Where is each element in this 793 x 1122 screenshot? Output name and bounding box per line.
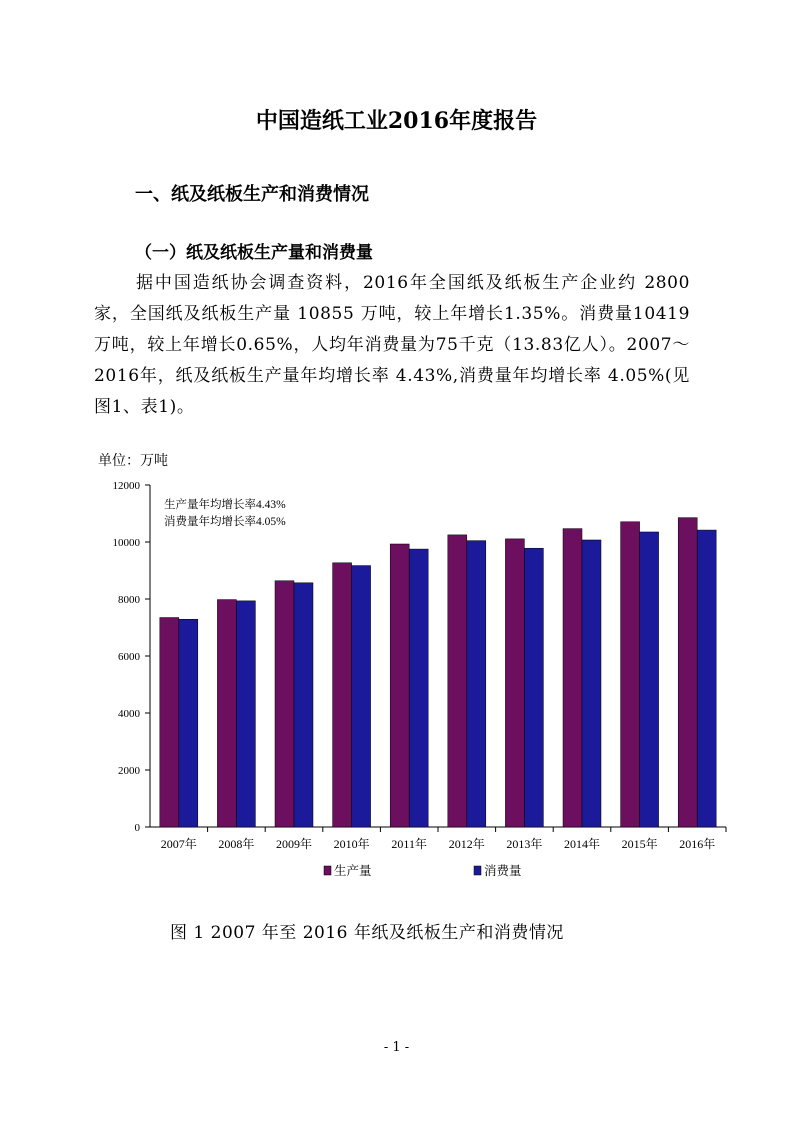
bar-consumption bbox=[640, 532, 659, 827]
production-consumption-chart bbox=[90, 445, 740, 890]
legend-swatch bbox=[474, 866, 481, 875]
body-paragraph: 据中国造纸协会调查资料，2016年全国纸及纸板生产企业约 2800 家，全国纸及纸板生产量 10855 万吨，较上年增长1.35%。消费量10419万吨，较上年增长0.65%，人均年消费量为75千克（13.83亿人）。2007～2016年，纸及纸板生产量年均增长率 4.43%,消费量年均增长率 4.05%(见图1、表1)。 bbox=[94, 273, 690, 417]
x-tick-label: 2016年 bbox=[679, 837, 716, 851]
bar-consumption bbox=[697, 530, 716, 827]
bar-production bbox=[160, 618, 179, 827]
x-tick-label: 2009年 bbox=[275, 837, 313, 851]
legend-label: 生产量 bbox=[334, 864, 372, 878]
y-tick-label: 2000 bbox=[118, 765, 140, 777]
bar-consumption bbox=[409, 549, 428, 827]
document-title: 中国造纸工业2016年度报告 bbox=[255, 108, 538, 134]
bar-consumption bbox=[236, 601, 255, 827]
y-tick-label: 8000 bbox=[118, 594, 140, 606]
legend-label: 消费量 bbox=[484, 864, 522, 878]
x-tick-label: 2011年 bbox=[391, 837, 427, 851]
bar-production bbox=[448, 535, 467, 827]
figure-caption: 图 1 2007 年至 2016 年纸及纸板生产和消费情况 bbox=[170, 923, 564, 943]
bar-production bbox=[390, 544, 409, 827]
bar-chart-svg bbox=[90, 445, 740, 890]
chart-annotation: 消费量年均增长率4.05% bbox=[164, 516, 286, 528]
x-tick-label: 2014年 bbox=[563, 837, 601, 851]
bar-production bbox=[621, 522, 640, 827]
bar-consumption bbox=[582, 540, 601, 827]
bar-production bbox=[275, 581, 294, 827]
x-tick-label: 2015年 bbox=[621, 837, 658, 851]
bar-consumption bbox=[467, 541, 486, 827]
bar-consumption bbox=[524, 548, 543, 827]
x-tick-label: 2008年 bbox=[218, 837, 255, 851]
x-tick-label: 2013年 bbox=[506, 837, 543, 851]
bar-production bbox=[217, 600, 236, 827]
y-tick-label: 6000 bbox=[118, 651, 140, 663]
unit-label: 单位：万吨 bbox=[98, 454, 168, 469]
section-heading: 一、纸及纸板生产和消费情况 bbox=[135, 184, 369, 205]
x-tick-label: 2007年 bbox=[160, 837, 197, 851]
y-tick-label: 12000 bbox=[112, 480, 140, 492]
page-number: - 1 - bbox=[383, 1040, 410, 1055]
bar-production bbox=[505, 539, 524, 827]
x-tick-label: 2010年 bbox=[333, 837, 370, 851]
bar-consumption bbox=[352, 566, 371, 827]
x-tick-label: 2012年 bbox=[448, 837, 485, 851]
y-tick-label: 4000 bbox=[118, 708, 140, 720]
legend-swatch bbox=[324, 866, 331, 875]
bar-consumption bbox=[294, 583, 313, 827]
chart-annotation: 生产量年均增长率4.43% bbox=[164, 499, 286, 511]
y-tick-label: 10000 bbox=[112, 537, 140, 549]
bar-production bbox=[678, 518, 697, 827]
bar-production bbox=[563, 529, 582, 827]
bar-consumption bbox=[179, 619, 198, 827]
y-tick-label: 0 bbox=[134, 822, 140, 834]
subsection-heading: （一）纸及纸板生产量和消费量 bbox=[135, 243, 373, 263]
bar-production bbox=[333, 563, 352, 827]
